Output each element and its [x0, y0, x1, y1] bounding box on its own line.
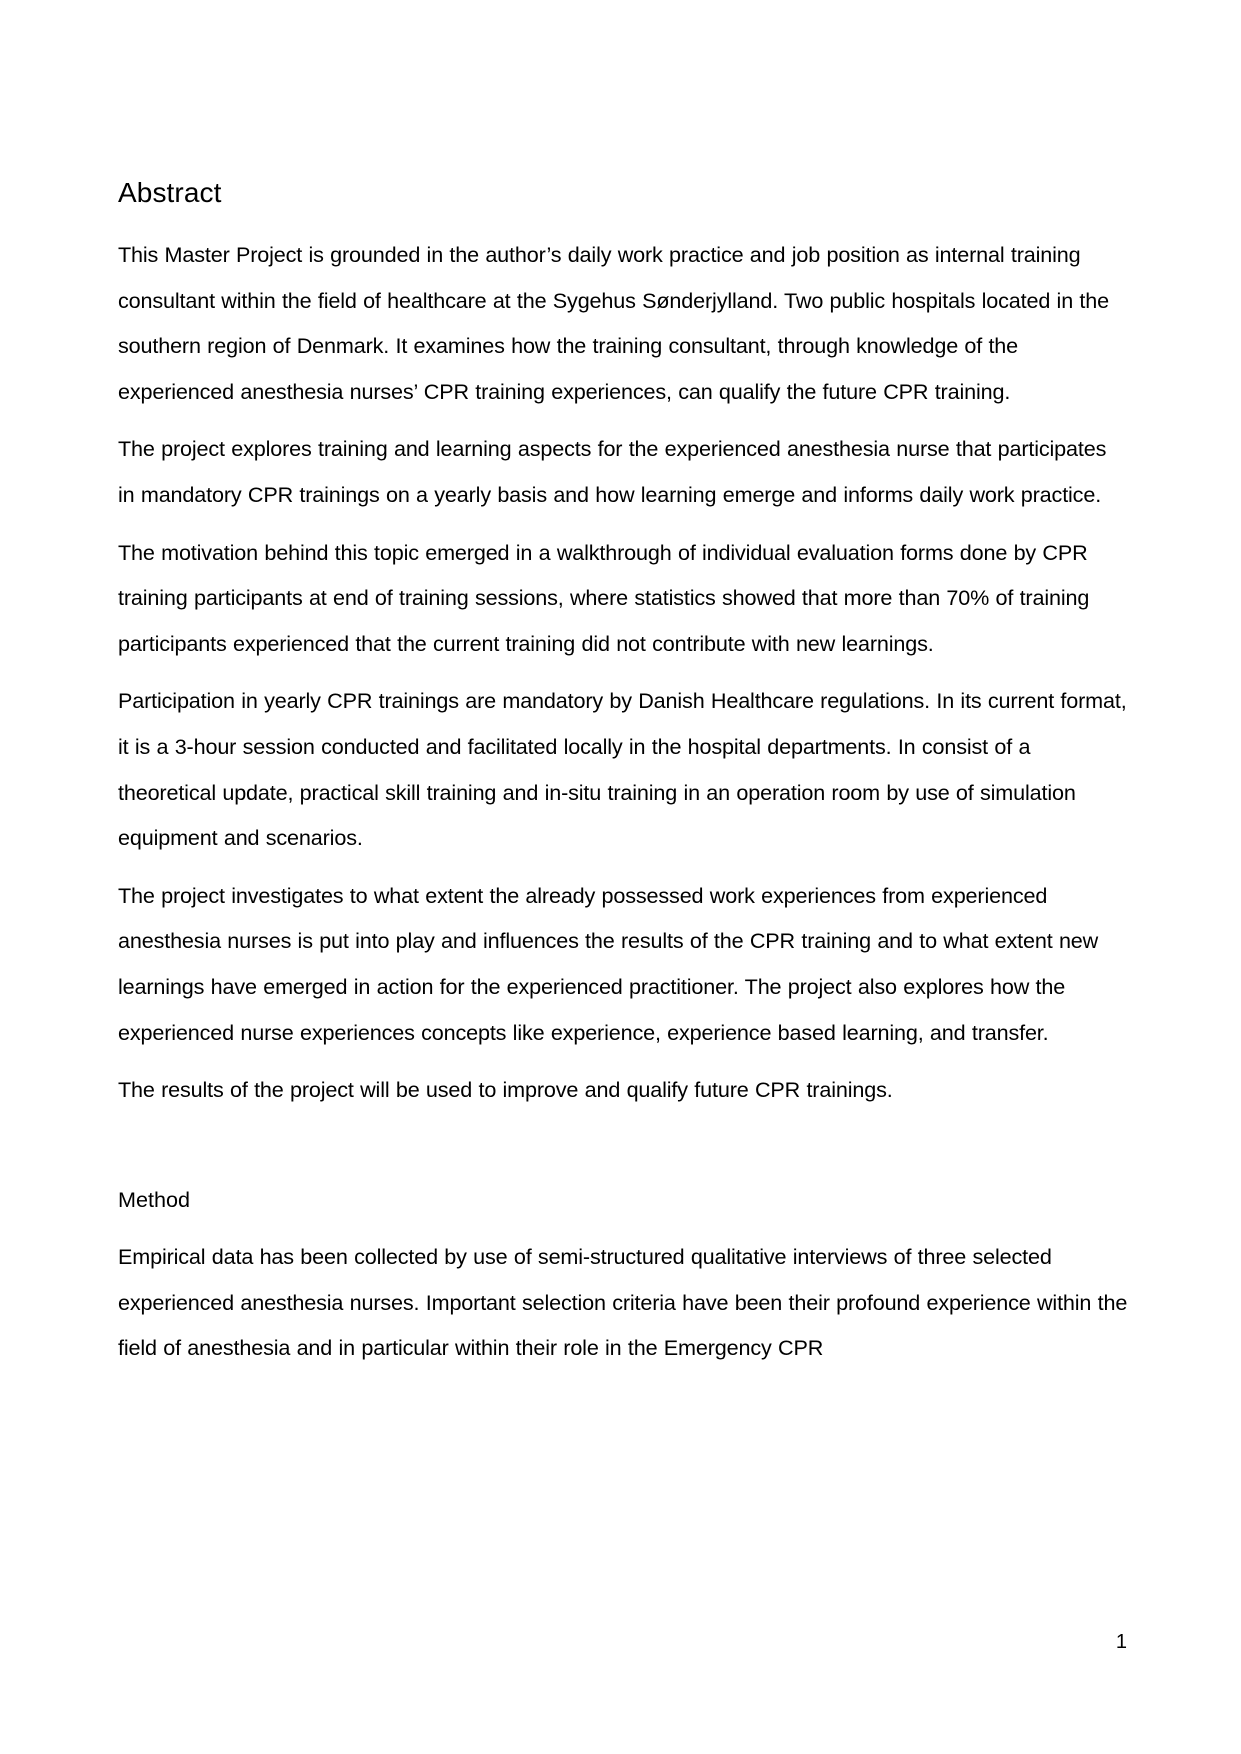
method-paragraph: Empirical data has been collected by use of semi-structured qualitative interviews of three selected experienced anesthesia nurses. Important selection criteria have been their profound experience within the field of anesthesia and in particular within their role in the Emergency CPR	[118, 1244, 1128, 1361]
abstract-paragraph-3: The motivation behind this topic emerged in a walkthrough of individual evaluation forms done by CPR training participants at end of training sessions, where statistics showed that more than 70% of training participants experienced that the current training did not contribute with new learnings.	[118, 539, 1090, 656]
abstract-paragraph-5: The project investigates to what extent the already possessed work experiences from experienced anesthesia nurses is put into play and influences the results of the CPR training and to what extent new learnings have emerged in action for the experienced practitioner. The project also explores how the experienced nurse experiences concepts like experience, experience based learning, and transfer.	[118, 882, 1099, 1045]
abstract-heading: Abstract	[118, 177, 222, 208]
abstract-paragraph-4: Participation in yearly CPR trainings are mandatory by Danish Healthcare regulations. In its current format, it is a 3-hour session conducted and facilitated locally in the hospital departments. In consist of a theoretical update, practical skill training and in-situ training in an operation room by use of simulation equipment and scenarios.	[118, 688, 1127, 851]
abstract-paragraph-2: The project explores training and learning aspects for the experienced anesthesia nurse that participates in mandatory CPR trainings on a yearly basis and how learning emerge and informs daily work practice.	[118, 436, 1107, 507]
abstract-paragraph-6: The results of the project will be used to improve and qualify future CPR trainings.	[118, 1077, 893, 1103]
section-spacer	[118, 1125, 1128, 1177]
page-number: 1	[1115, 1631, 1127, 1653]
method-heading: Method	[118, 1186, 191, 1212]
page-content	[118, 175, 1128, 1383]
abstract-paragraph-1: This Master Project is grounded in the author’s daily work practice and job position as internal training consultant within the field of healthcare at the Sygehus Sønderjylland. Two public hospitals located in the southern region of Denmark. It examines how the training consultant, through knowledge of the experienced anesthesia nurses’ CPR training experiences, can qualify the future CPR training.	[118, 242, 1109, 404]
